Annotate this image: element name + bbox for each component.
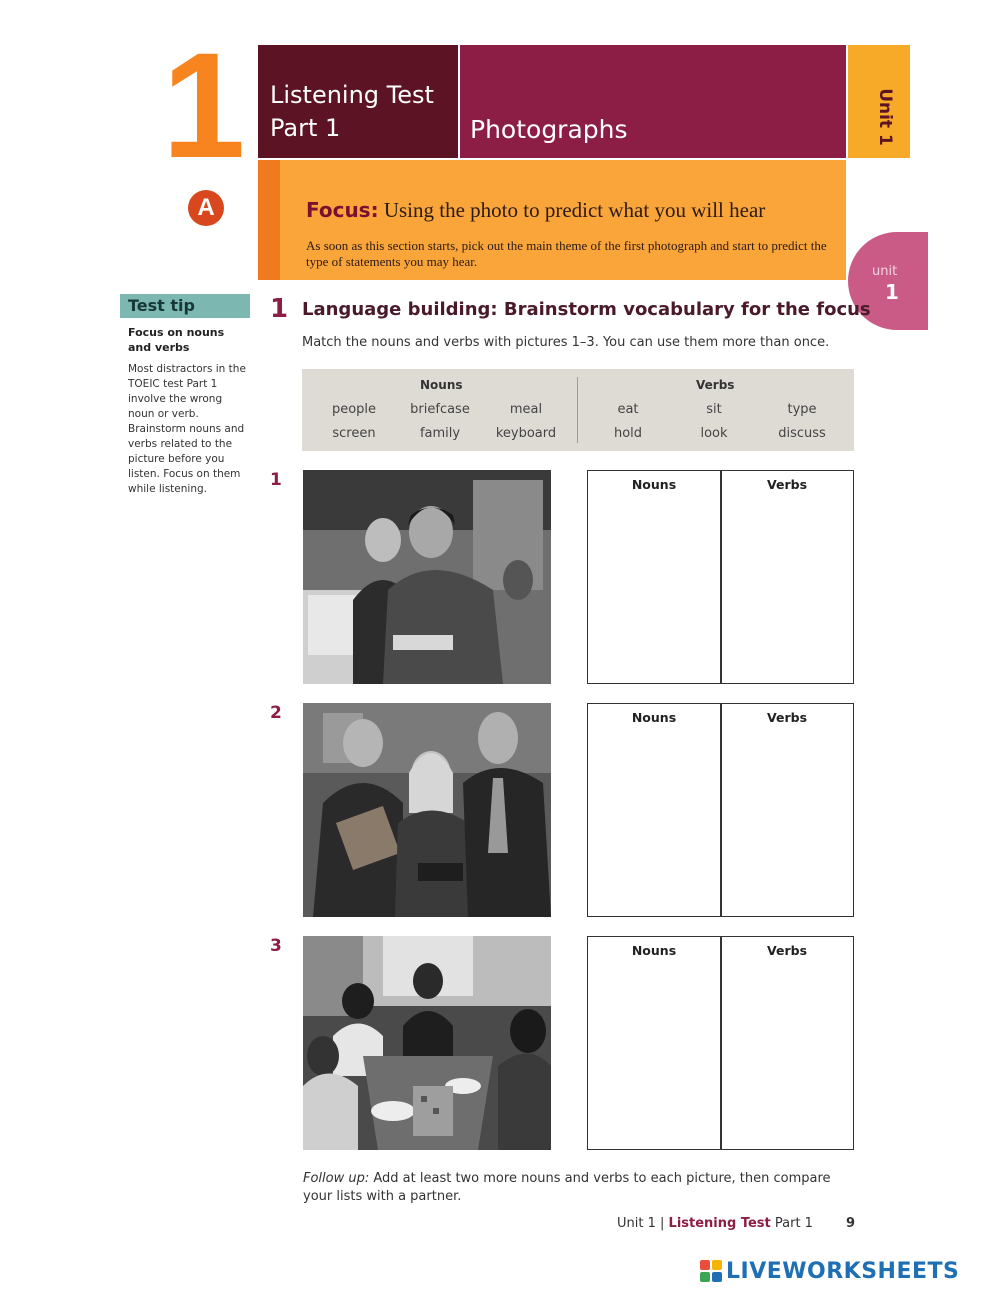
liveworksheets-logo-icon	[700, 1260, 722, 1282]
word-box-divider	[577, 377, 578, 443]
test-tip-heading: Test tip	[120, 294, 250, 318]
section-number: 1	[270, 294, 289, 324]
exercise-number: 3	[270, 936, 282, 956]
verb-word[interactable]: hold	[613, 426, 643, 441]
test-title-line2: Part 1	[270, 114, 341, 142]
answer-verbs-header: Verbs	[766, 477, 808, 492]
answer-nouns-header: Nouns	[631, 477, 677, 492]
focus-title	[306, 198, 765, 223]
verbs-answer-field[interactable]	[724, 963, 850, 1145]
noun-word[interactable]: screen	[332, 426, 376, 441]
answer-nouns-header: Nouns	[631, 943, 677, 958]
section-badge: A	[188, 190, 224, 226]
liveworksheets-logo-text: LIVEWORKSHEETS	[726, 1258, 960, 1284]
logo-square	[700, 1260, 710, 1270]
exercise-number: 1	[270, 470, 282, 490]
answer-verbs-header: Verbs	[766, 943, 808, 958]
follow-up	[303, 1170, 858, 1206]
page-footer	[617, 1216, 813, 1231]
follow-up-text: Add at least two more nouns and verbs to each picture, then compare your lists with a partner.	[303, 1171, 831, 1204]
focus-stripe	[258, 160, 280, 280]
nouns-answer-field[interactable]	[591, 730, 717, 912]
nouns-answer-field[interactable]	[591, 963, 717, 1145]
answer-table	[587, 470, 854, 684]
verb-word[interactable]: look	[700, 426, 728, 441]
answer-verbs-header: Verbs	[766, 710, 808, 725]
answer-table	[587, 936, 854, 1150]
noun-word[interactable]: meal	[509, 402, 543, 417]
exercise-number: 2	[270, 703, 282, 723]
focus-band	[258, 160, 846, 280]
noun-word[interactable]: people	[331, 402, 377, 417]
footer-part: Part 1	[774, 1216, 813, 1231]
topic-title: Photographs	[460, 45, 846, 158]
logo-square	[712, 1272, 722, 1282]
unit-tab-label: Unit 1	[875, 88, 895, 146]
test-title-block	[258, 45, 458, 158]
answer-table-divider	[720, 471, 722, 683]
nouns-heading: Nouns	[420, 378, 463, 392]
answer-table-divider	[720, 937, 722, 1149]
page-number: 9	[846, 1216, 856, 1231]
instruction: Match the nouns and verbs with pictures 1–3. You can use them more than once.	[302, 335, 830, 350]
liveworksheets-logo[interactable]	[700, 1258, 959, 1284]
verbs-answer-field[interactable]	[724, 730, 850, 912]
verb-word[interactable]: sit	[706, 402, 722, 417]
side-unit-number: 1	[885, 280, 899, 304]
test-tip-subheading: Focus on nouns and verbs	[128, 326, 225, 354]
focus-label: Focus:	[306, 198, 379, 222]
verb-word[interactable]: eat	[617, 402, 639, 417]
footer-test: Listening Test	[668, 1216, 771, 1231]
verbs-answer-field[interactable]	[724, 497, 850, 679]
photo-business-people	[303, 703, 551, 917]
unit-number: 1	[162, 21, 242, 189]
verb-word[interactable]: type	[787, 402, 817, 417]
side-unit-word: unit	[872, 264, 898, 279]
unit-tab-block	[848, 45, 910, 158]
photo-office-computer	[303, 470, 551, 684]
section-title: Language building: Brainstorm vocabulary for the focus	[302, 299, 871, 320]
test-tip-body: Most distractors in the TOEIC test Part 1 involve the wrong noun or verb. Brainstorm nouns and verbs related to the picture before you listen. Focus on them while listening.	[128, 363, 246, 495]
noun-word[interactable]: family	[419, 426, 461, 441]
answer-table	[587, 703, 854, 917]
footer-unit: Unit 1 |	[617, 1216, 665, 1231]
answer-nouns-header: Nouns	[631, 710, 677, 725]
photo-family-meal	[303, 936, 551, 1150]
logo-square	[712, 1260, 722, 1270]
verbs-heading: Verbs	[696, 378, 735, 392]
test-title-line1: Listening Test	[270, 81, 434, 109]
noun-word[interactable]: keyboard	[495, 426, 557, 441]
verb-word[interactable]: discuss	[778, 426, 826, 441]
logo-square	[700, 1272, 710, 1282]
noun-word[interactable]: briefcase	[410, 402, 470, 417]
answer-table-divider	[720, 704, 722, 916]
nouns-answer-field[interactable]	[591, 497, 717, 679]
focus-body: As soon as this section starts, pick out the main theme of the first photograph and start to predict the type of statements you may hear.	[306, 238, 827, 269]
word-box	[302, 369, 854, 451]
focus-title-text: Using the photo to predict what you will hear	[383, 198, 766, 222]
follow-up-label: Follow up:	[303, 1171, 370, 1186]
